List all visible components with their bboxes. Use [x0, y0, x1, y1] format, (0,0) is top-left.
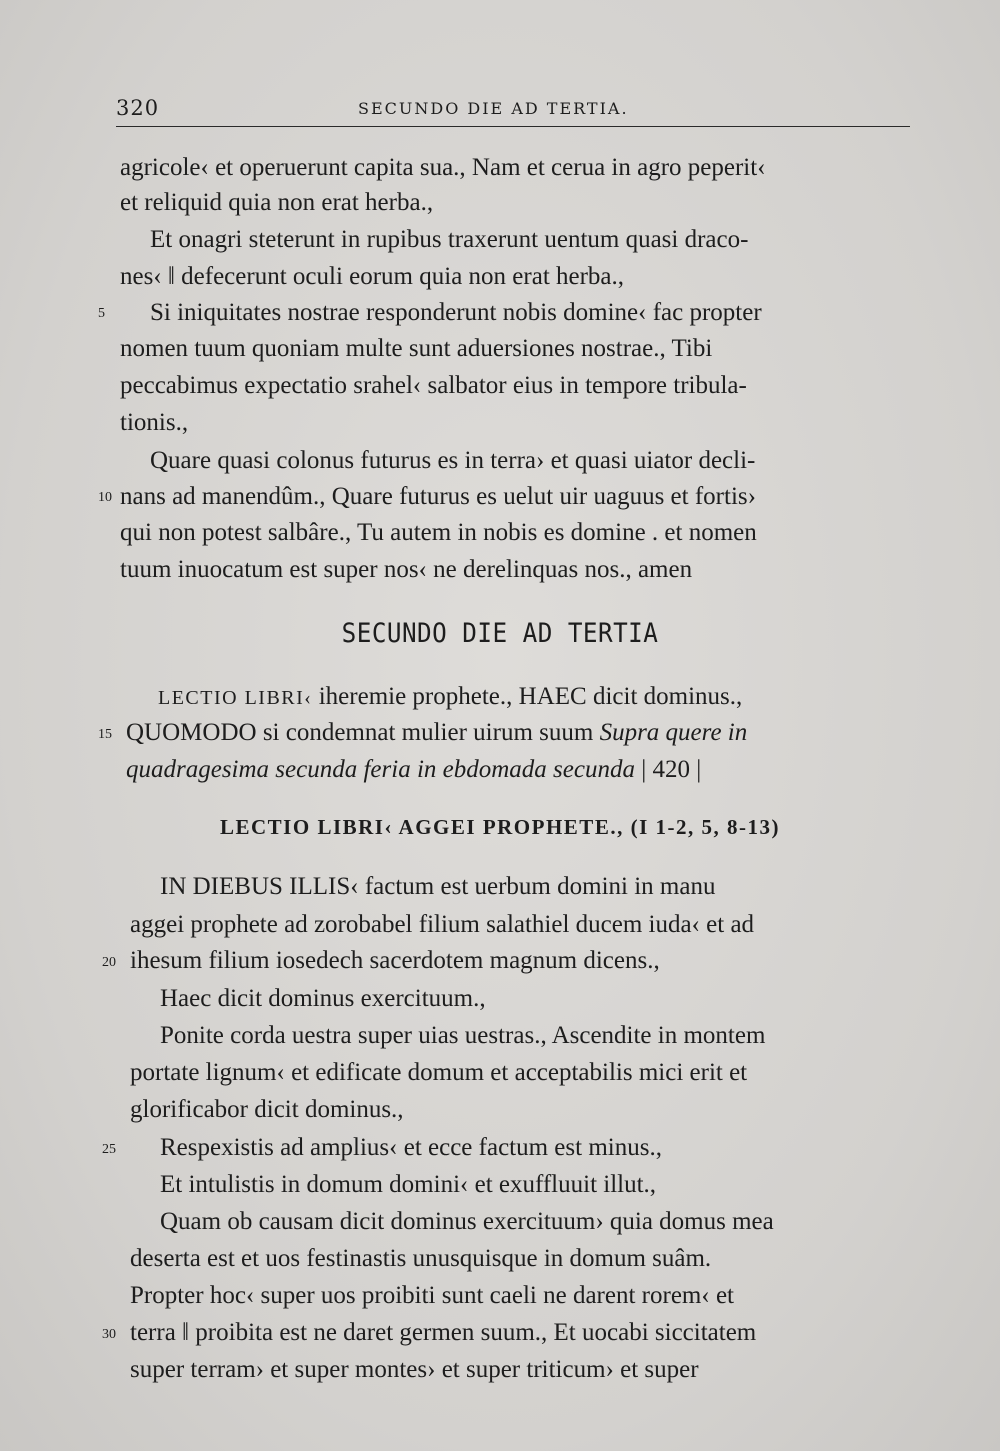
text-line: Haec dicit dominus exercituum.,	[160, 985, 486, 1012]
text-line: Si iniquitates nostrae responderunt nobis domine‹ fac propter	[150, 299, 762, 326]
line-number: 10	[98, 490, 112, 505]
lectio-text: si condemnat mulier uirum suum	[256, 719, 600, 746]
running-title: SECUNDO DIE AD TERTIA.	[358, 99, 629, 118]
text-line: Et intulistis in domum domini‹ et exuffluuit illut.,	[160, 1171, 657, 1198]
text-line: qui non potest salbâre., Tu autem in nobis es domine . et nomen	[120, 519, 757, 546]
running-head	[116, 96, 910, 126]
rubric-italic: quadragesima secunda feria in ebdomada secunda	[126, 756, 635, 783]
lectio-line	[126, 755, 926, 785]
text-line: nes‹ ‖ defecerunt oculi eorum quia non erat herba.,	[120, 263, 625, 290]
text-line: Et onagri steterunt in rupibus traxerunt uentum quasi draco-	[150, 226, 749, 253]
text-line: nans ad manendûm., Quare futurus es uelut uir uaguus et fortis›	[120, 483, 756, 510]
text-line: glorificabor dicit dominus.,	[130, 1096, 404, 1123]
lectio-line	[158, 682, 958, 713]
text-line: IN DIEBUS ILLIS‹ factum est uerbum domini in manu	[160, 873, 716, 900]
text-line: aggei prophete ad zorobabel filium salathiel ducem iuda‹ et ad	[130, 911, 755, 938]
text-line: et reliquid quia non erat herba.,	[120, 189, 434, 216]
lectio-label: LECTIO LIBRI‹	[158, 687, 313, 709]
page-number: 320	[116, 96, 160, 120]
text-line: agricole‹ et operuerunt capita sua., Nam et cerua in agro peperit‹	[120, 154, 766, 181]
lectio-incipit: QUOMODO	[126, 719, 257, 746]
text-line: Ponite corda uestra super uias uestras., Ascendite in montem	[160, 1022, 766, 1049]
text-line: peccabimus expectatio srahel‹ salbator eius in tempore tribula-	[120, 372, 747, 399]
text-line: Quam ob causam dicit dominus exercituum› quia domus mea	[160, 1208, 774, 1235]
text-line: terra ‖ proibita est ne daret germen suum., Et uocabi siccitatem	[130, 1319, 757, 1346]
text-line: portate lignum‹ et edificate domum et acceptabilis mici erit et	[130, 1059, 748, 1086]
line-number: 15	[98, 727, 112, 742]
lectio-line	[126, 718, 926, 748]
lectio-text: iheremie prophete., HAEC dicit dominus.,	[312, 683, 743, 710]
text-line: tuum inuocatum est super nos‹ ne derelinquas nos., amen	[120, 556, 693, 583]
line-number: 30	[102, 1327, 116, 1342]
text-line: super terram› et super montes› et super triticum› et super	[130, 1356, 699, 1383]
text-line: deserta est et uos festinastis unusquisque in domum suâm.	[130, 1245, 712, 1272]
text-line: nomen tuum quoniam multe sunt aduersiones nostrae., Tibi	[120, 335, 713, 362]
header-rule	[116, 126, 910, 127]
text-line: Propter hoc‹ super uos proibiti sunt caeli ne darent rorem‹ et	[130, 1282, 734, 1309]
text-line: tionis.,	[120, 409, 189, 436]
text-line: Respexistis ad amplius‹ et ecce factum est minus.,	[160, 1134, 662, 1161]
line-number: 25	[102, 1142, 116, 1157]
rubric-italic: Supra quere in	[599, 719, 748, 746]
lectio-heading: LECTIO LIBRI‹ AGGEI PROPHETE., (I 1-2, 5, 8-13)	[220, 815, 780, 839]
text-line: Quare quasi colonus futurus es in terra› et quasi uiator decli-	[150, 447, 756, 474]
page-reference: | 420 |	[634, 756, 702, 783]
line-number: 5	[98, 306, 105, 321]
line-number: 20	[102, 955, 116, 970]
section-heading: SECUNDO DIE AD TERTIA	[341, 618, 659, 649]
text-line: ihesum filium iosedech sacerdotem magnum dicens.,	[130, 947, 660, 974]
